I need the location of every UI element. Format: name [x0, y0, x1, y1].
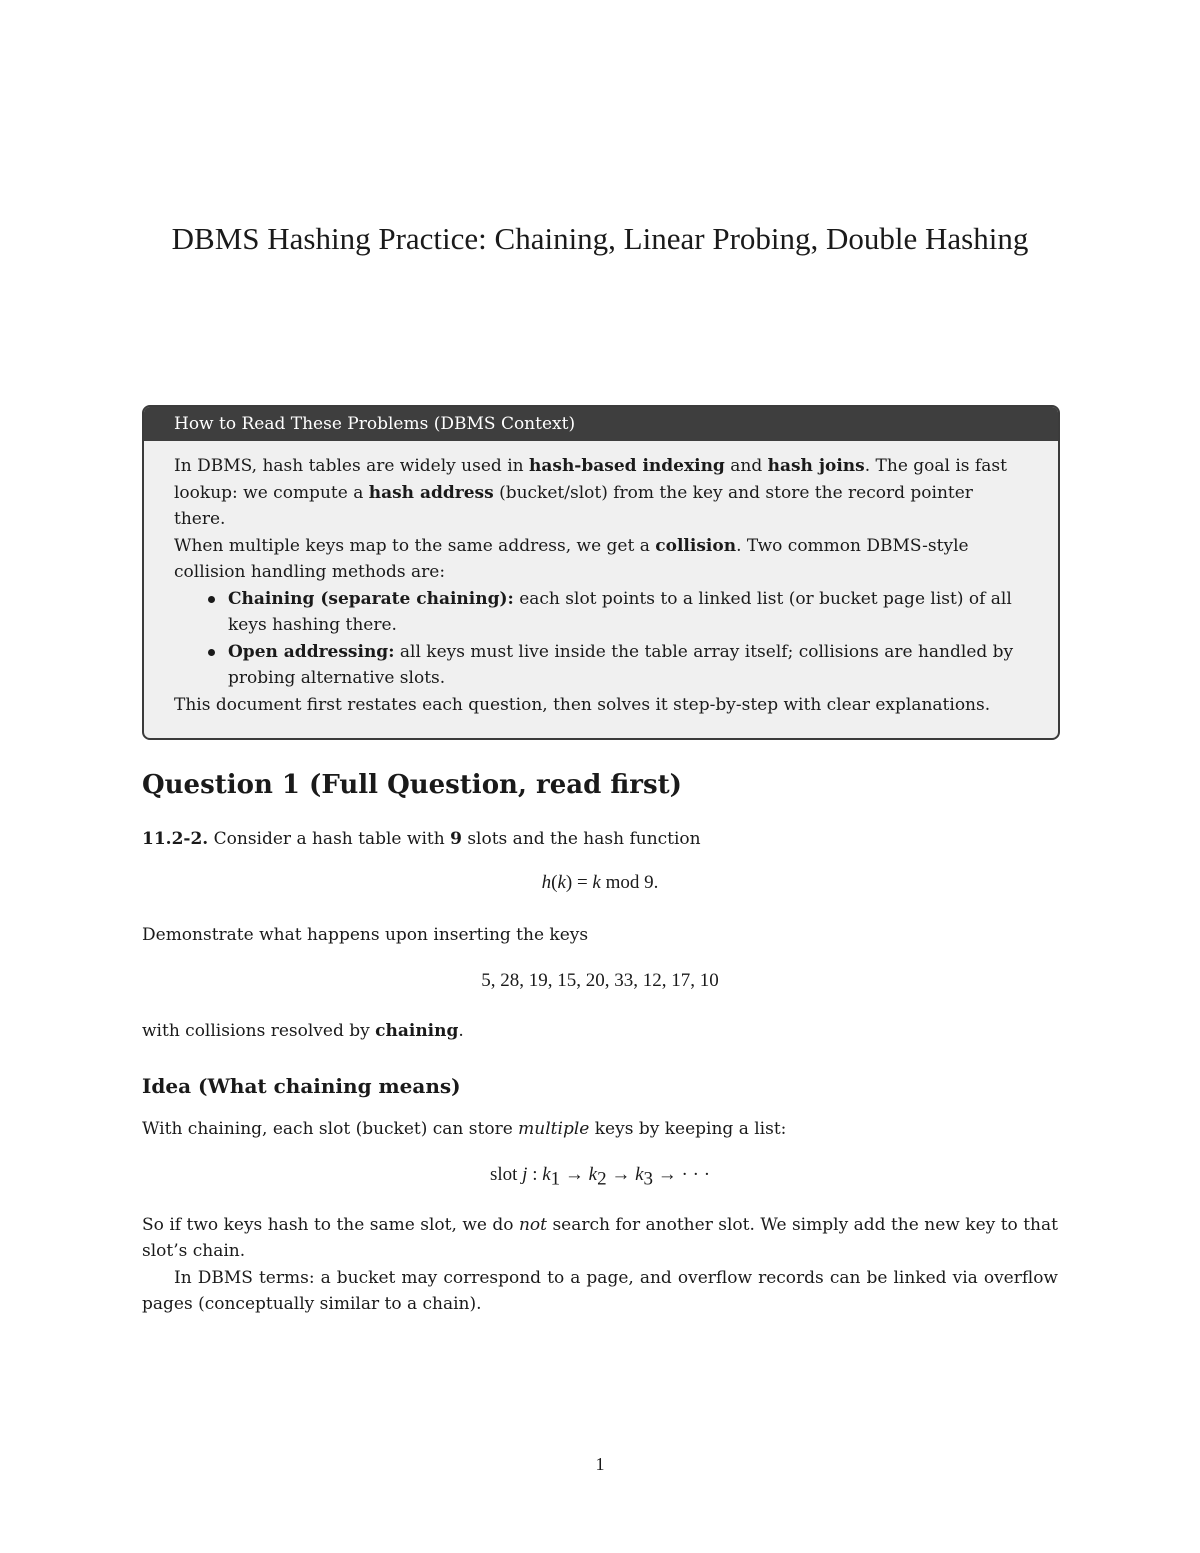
math-k: k: [557, 872, 566, 893]
math-equals: =: [572, 872, 593, 893]
hash-function-equation: [142, 872, 1058, 894]
text: .: [458, 1021, 464, 1041]
question-1-intro: [142, 826, 1058, 852]
text: slots and the hash function: [461, 829, 701, 849]
text: . The goal is fast lookup: we compute a: [174, 456, 1007, 503]
text: With chaining, each slot (bucket) can store: [142, 1119, 519, 1139]
term-hash-address: hash address: [368, 482, 494, 503]
question-1-heading: Question 1 (Full Question, read first): [142, 770, 682, 800]
text: When multiple keys map to the same address, we get a: [174, 535, 656, 556]
math-arrow: →: [560, 1164, 589, 1185]
text: with collisions resolved by: [142, 1021, 376, 1041]
math-mod: mod 9.: [600, 872, 659, 893]
idea-paragraph-2: [142, 1212, 1058, 1264]
page-number: 1: [595, 1454, 605, 1474]
list-item-lead: Chaining (separate chaining):: [228, 588, 514, 609]
math-j: j: [522, 1164, 528, 1185]
text: search for another slot. We simply add the new key to that slot’s chain.: [142, 1215, 1058, 1261]
document-title: DBMS Hashing Practice: Chaining, Linear Probing, Double Hashing: [171, 221, 1029, 256]
list-item-lead: Open addressing:: [228, 641, 395, 662]
math-k: k: [635, 1164, 644, 1185]
math-dots: · · ·: [681, 1164, 711, 1185]
exercise-number: 11.2-2.: [142, 829, 209, 849]
context-paragraph-2: [174, 533, 1028, 586]
math-k: k: [592, 872, 601, 893]
slot-count: 9: [450, 829, 462, 849]
idea-heading: Idea (What chaining means): [142, 1074, 461, 1098]
term-chaining: chaining: [375, 1021, 459, 1041]
math-h: h: [541, 872, 552, 893]
list-item-text: each slot points to a linked list (or bucket page list) of all keys hashing there.: [228, 588, 1012, 635]
math-arrow: →: [606, 1164, 636, 1185]
text: So if two keys hash to the same slot, we do: [142, 1215, 519, 1235]
term-collision: collision: [655, 535, 737, 556]
context-paragraph-1: [174, 453, 1028, 533]
text: Consider a hash table with: [208, 829, 451, 849]
context-box: [142, 405, 1060, 740]
math-colon: :: [527, 1164, 543, 1185]
list-item: [228, 586, 1028, 639]
idea-paragraph-1: [142, 1116, 1058, 1142]
context-paragraph-3: This document first restates each question, then solves it step-by-step with clear explanations.: [174, 694, 991, 715]
text: and: [724, 456, 768, 476]
math-slot: slot: [489, 1164, 523, 1185]
context-box-header: How to Read These Problems (DBMS Context): [144, 407, 1058, 441]
term-hash-joins: hash joins: [767, 456, 865, 476]
math-arrow: →: [653, 1164, 682, 1185]
math-k: k: [588, 1164, 598, 1185]
math-subscript: 3: [643, 1168, 654, 1190]
math-arg: (k): [551, 872, 573, 893]
math-subscript: 1: [550, 1168, 561, 1190]
text: keys by keeping a list:: [589, 1119, 787, 1139]
context-box-body: [144, 441, 1058, 718]
key-sequence: 5, 28, 19, 15, 20, 33, 12, 17, 10: [481, 970, 719, 991]
text: (bucket/slot) from the key and store the record pointer there.: [174, 482, 973, 529]
emphasis-multiple: multiple: [518, 1119, 590, 1139]
list-item-text: all keys must live inside the table array itself; collisions are handled by probing alternative slots.: [228, 641, 1014, 688]
math-subscript: 2: [597, 1168, 607, 1190]
demonstrate-text: Demonstrate what happens upon inserting the keys: [142, 925, 589, 945]
list-item: [228, 639, 1028, 692]
text: . Two common DBMS-style collision handling methods are:: [174, 535, 969, 582]
method-list: [174, 586, 1028, 692]
chain-equation: [142, 1164, 1058, 1190]
chaining-note: [142, 1018, 1058, 1044]
idea-paragraph-3: In DBMS terms: a bucket may correspond to a page, and overflow records can be linked via overflow pages (conceptually similar to a chain).: [142, 1268, 1058, 1314]
text: In DBMS, hash tables are widely used in: [174, 456, 529, 476]
math-k: k: [542, 1164, 551, 1185]
term-hash-indexing: hash-based indexing: [529, 456, 725, 476]
emphasis-not: not: [518, 1215, 547, 1235]
